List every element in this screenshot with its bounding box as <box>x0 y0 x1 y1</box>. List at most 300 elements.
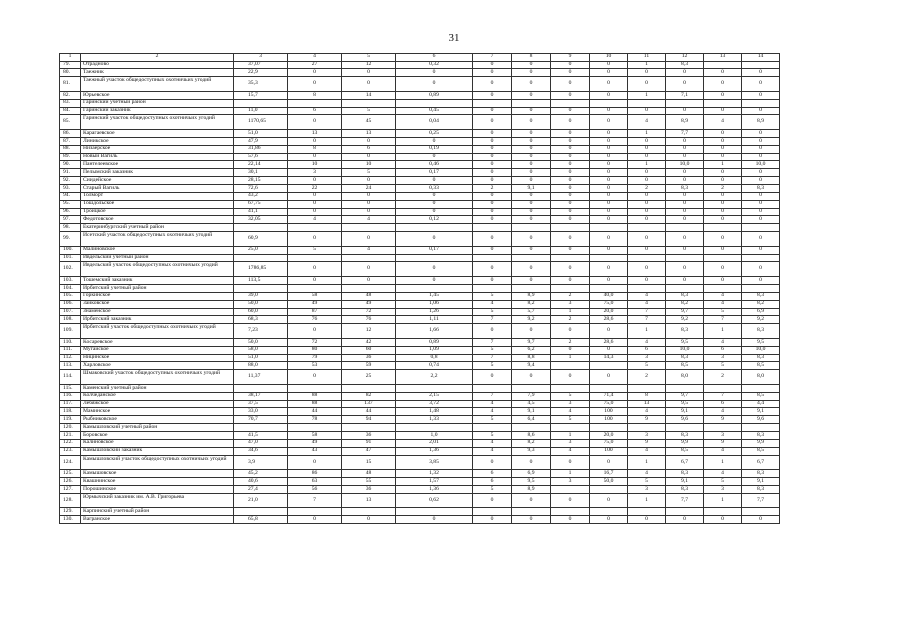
table-cell: 72,6 <box>234 185 288 193</box>
area-name: Ирбитский участок общедоступных охотничьих угодий <box>81 324 234 339</box>
table-cell: 0 <box>342 69 396 77</box>
table-cell: 1 <box>628 324 666 339</box>
table-cell: 100 <box>590 408 628 416</box>
table-cell: 53 <box>288 362 342 370</box>
table-cell: 0 <box>590 107 628 115</box>
table-cell: 0,04 <box>396 115 473 130</box>
area-name: Линикское <box>81 137 234 145</box>
table-cell <box>288 284 342 292</box>
table-cell: 11,0 <box>234 107 288 115</box>
table-cell: 4 <box>473 447 512 455</box>
table-cell <box>473 224 512 232</box>
table-cell: 2 <box>551 316 590 324</box>
table-cell: 60,9 <box>234 232 288 247</box>
table-row <box>60 324 780 339</box>
row-number: 121. <box>60 432 81 440</box>
table-cell: 0 <box>666 137 704 145</box>
table-cell: 40,6 <box>234 478 288 486</box>
table-cell: 32,05 <box>234 216 288 224</box>
table-cell: 10,0 <box>742 346 780 354</box>
table-cell: 3,85 <box>396 455 473 470</box>
table-cell: 21,0 <box>234 493 288 508</box>
table-row <box>60 161 780 169</box>
table-cell: 9,5 <box>666 338 704 346</box>
table-cell: 0 <box>704 130 742 138</box>
table-cell: 9,1 <box>512 185 551 193</box>
row-number: 128. <box>60 493 81 508</box>
table-cell: 0 <box>590 455 628 470</box>
table-cell: 12 <box>342 61 396 69</box>
table-cell: 55 <box>342 478 396 486</box>
table-cell <box>288 224 342 232</box>
table-cell: 0 <box>628 69 666 77</box>
table-cell <box>234 424 288 432</box>
table-cell <box>704 61 742 69</box>
table-cell: 9,9 <box>666 439 704 447</box>
table-cell: 6 <box>342 145 396 153</box>
table-cell: 67,75 <box>234 200 288 208</box>
area-name: Лебяжское <box>81 400 234 408</box>
table-cell: 0 <box>628 516 666 524</box>
table-cell: 0 <box>551 455 590 470</box>
area-name: Пелымский заказник <box>81 169 234 177</box>
table-row <box>60 208 780 216</box>
table-cell <box>590 508 628 516</box>
row-number: 129. <box>60 508 81 516</box>
table-cell: 0 <box>396 177 473 185</box>
table-row <box>60 130 780 138</box>
table-cell: 58,0 <box>234 346 288 354</box>
table-cell <box>742 61 780 69</box>
table-cell: 4 <box>628 292 666 300</box>
table-cell <box>551 485 590 493</box>
table-cell: 0 <box>551 262 590 277</box>
column-header: 9 <box>551 54 590 62</box>
table-cell: 0 <box>288 324 342 339</box>
area-name: Троицкое <box>81 208 234 216</box>
table-cell: 0 <box>288 208 342 216</box>
area-name: Новый Вагиль <box>81 153 234 161</box>
table-cell: 0 <box>342 192 396 200</box>
table-cell: 33,0 <box>234 408 288 416</box>
table-cell: 70,7 <box>234 416 288 424</box>
table-cell: 5 <box>473 432 512 440</box>
table-cell: 8,3 <box>742 185 780 193</box>
table-cell: 22 <box>288 185 342 193</box>
table-cell: 12 <box>342 324 396 339</box>
table-cell: 63 <box>288 478 342 486</box>
table-cell: 0 <box>742 137 780 145</box>
table-cell: 0 <box>512 61 551 69</box>
table-cell: 0,62 <box>396 493 473 508</box>
table-cell: 0 <box>342 177 396 185</box>
table-cell: 0 <box>704 216 742 224</box>
table-cell: 0 <box>396 262 473 277</box>
table-cell: 1 <box>704 161 742 169</box>
table-cell: 0 <box>512 107 551 115</box>
row-number: 114. <box>60 370 81 385</box>
table-cell: 9,1 <box>666 408 704 416</box>
table-cell: 0 <box>666 192 704 200</box>
table-cell: 6,7 <box>742 455 780 470</box>
table-cell: 9,1 <box>512 408 551 416</box>
column-header: 14 <box>742 54 780 62</box>
table-cell: 0,32 <box>396 61 473 69</box>
table-cell: 1 <box>551 470 590 478</box>
table-cell: 9,2 <box>666 316 704 324</box>
area-name: Федотовское <box>81 216 234 224</box>
table-cell: 15 <box>342 455 396 470</box>
table-cell: 0 <box>473 370 512 385</box>
table-cell: 82 <box>342 392 396 400</box>
table-cell: 0,17 <box>396 246 473 254</box>
table-row <box>60 300 780 308</box>
table-cell <box>628 424 666 432</box>
table-row <box>60 485 780 493</box>
table-row <box>60 292 780 300</box>
table-cell: 0 <box>512 246 551 254</box>
table-cell: 76 <box>288 316 342 324</box>
table-cell: 0 <box>512 262 551 277</box>
row-number: 98. <box>60 224 81 232</box>
table-cell: 7,1 <box>666 91 704 99</box>
table-cell: 0 <box>396 69 473 77</box>
table-cell: 0 <box>551 177 590 185</box>
table-cell: 0 <box>590 208 628 216</box>
table-cell: 0 <box>473 262 512 277</box>
table-cell: 0 <box>396 232 473 247</box>
table-cell: 6 <box>628 346 666 354</box>
table-row <box>60 91 780 99</box>
table-cell: 71,4 <box>590 392 628 400</box>
table-cell: 0 <box>590 262 628 277</box>
column-header: 3 <box>234 54 288 62</box>
row-number: 99. <box>60 232 81 247</box>
table-cell: 1,32 <box>396 470 473 478</box>
data-table <box>59 53 780 524</box>
table-cell <box>512 384 551 392</box>
table-cell: 9 <box>628 439 666 447</box>
table-cell: 1 <box>551 432 590 440</box>
table-row <box>60 232 780 247</box>
table-cell <box>473 508 512 516</box>
table-cell: 0 <box>396 153 473 161</box>
table-cell <box>628 384 666 392</box>
table-cell: 1,36 <box>396 447 473 455</box>
table-cell: 10,0 <box>666 161 704 169</box>
table-cell <box>551 362 590 370</box>
table-cell: 0 <box>551 516 590 524</box>
table-cell: 0 <box>473 516 512 524</box>
table-cell: 25,0 <box>234 246 288 254</box>
table-cell: 2 <box>628 185 666 193</box>
table-cell: 5 <box>473 308 512 316</box>
table-cell: 2,15 <box>396 392 473 400</box>
area-name: Ницинское <box>81 354 234 362</box>
table-cell <box>512 508 551 516</box>
table-cell: 0 <box>590 130 628 138</box>
table-cell: 8,3 <box>666 485 704 493</box>
table-cell: 0 <box>512 370 551 385</box>
table-cell <box>704 508 742 516</box>
table-cell: 28,6 <box>590 338 628 346</box>
table-cell: 7 <box>473 316 512 324</box>
table-cell <box>288 254 342 262</box>
area-name: Порошинское <box>81 485 234 493</box>
table-row <box>60 362 780 370</box>
table-cell: 0 <box>666 208 704 216</box>
table-cell <box>551 508 590 516</box>
table-cell: 0 <box>396 200 473 208</box>
table-cell: 3 <box>288 169 342 177</box>
table-cell: 0 <box>473 107 512 115</box>
table-cell: 100 <box>590 416 628 424</box>
table-cell: 80 <box>288 346 342 354</box>
table-cell: 91 <box>342 439 396 447</box>
table-cell: 0 <box>512 137 551 145</box>
table-cell: 8,6 <box>512 432 551 440</box>
table-row <box>60 384 780 392</box>
area-name: Толморт <box>81 192 234 200</box>
table-cell: 9,6 <box>742 416 780 424</box>
table-cell: 0 <box>742 232 780 247</box>
table-cell: 0 <box>704 246 742 254</box>
table-cell: 0 <box>473 455 512 470</box>
table-cell: 8,3 <box>742 485 780 493</box>
table-cell: 9,3 <box>512 447 551 455</box>
table-cell: 0 <box>288 516 342 524</box>
table-row <box>60 192 780 200</box>
row-number: 105. <box>60 292 81 300</box>
table-cell: 0 <box>590 153 628 161</box>
table-cell: 8,5 <box>666 447 704 455</box>
table-cell <box>342 284 396 292</box>
table-cell <box>666 254 704 262</box>
table-cell: 1 <box>551 354 590 362</box>
table-cell: 0 <box>551 232 590 247</box>
table-row <box>60 354 780 362</box>
row-number: 106. <box>60 300 81 308</box>
table-row <box>60 77 780 92</box>
table-cell <box>396 284 473 292</box>
table-cell: 0 <box>704 91 742 99</box>
table-cell: 0 <box>590 232 628 247</box>
table-cell <box>234 284 288 292</box>
table-cell: 0 <box>512 115 551 130</box>
table-cell: 0 <box>742 277 780 285</box>
table-cell <box>628 508 666 516</box>
table-cell: 36 <box>342 354 396 362</box>
table-cell <box>234 508 288 516</box>
table-cell: 13 <box>628 400 666 408</box>
table-cell: 75,0 <box>590 400 628 408</box>
table-cell: 14,3 <box>590 354 628 362</box>
area-name: Ивдельский участок общедоступных охотничьих угодий <box>81 262 234 277</box>
table-cell: 6 <box>704 346 742 354</box>
table-cell: 7 <box>473 338 512 346</box>
table-row <box>60 200 780 208</box>
table-row <box>60 177 780 185</box>
table-cell: 0 <box>551 130 590 138</box>
table-cell: 0 <box>473 145 512 153</box>
table-cell: 47,9 <box>234 137 288 145</box>
table-cell: 0 <box>704 177 742 185</box>
table-cell: 0,33 <box>396 185 473 193</box>
table-cell: 9,1 <box>742 478 780 486</box>
table-cell: 31,86 <box>234 145 288 153</box>
table-cell <box>742 224 780 232</box>
table-cell: 0 <box>628 277 666 285</box>
table-cell <box>234 99 288 107</box>
table-cell: 58 <box>288 432 342 440</box>
table-cell: 13 <box>342 493 396 508</box>
table-cell: 43 <box>288 447 342 455</box>
table-cell <box>742 284 780 292</box>
table-row <box>60 516 780 524</box>
table-cell: 8,2 <box>512 439 551 447</box>
table-cell: 79 <box>288 354 342 362</box>
table-cell: 0 <box>628 107 666 115</box>
table-cell: 0 <box>590 161 628 169</box>
table-cell: 1,45 <box>396 292 473 300</box>
table-cell: 0 <box>396 192 473 200</box>
table-cell: 0 <box>473 177 512 185</box>
area-name: Шмаковский участок общедоступных охотничьих угодий <box>81 370 234 385</box>
table-cell <box>234 384 288 392</box>
area-name: Таежный участок общедоступных охотничьих угодий <box>81 77 234 92</box>
table-cell: 0 <box>473 115 512 130</box>
table-cell: 7 <box>704 316 742 324</box>
table-cell: 8,0 <box>742 370 780 385</box>
table-cell: 8,3 <box>742 432 780 440</box>
table-row <box>60 137 780 145</box>
table-cell <box>704 424 742 432</box>
table-cell: 9,5 <box>512 478 551 486</box>
table-cell: 0 <box>666 145 704 153</box>
table-cell: 30,1 <box>234 169 288 177</box>
table-cell: 0 <box>704 77 742 92</box>
table-cell: 8,3 <box>666 292 704 300</box>
table-cell: 8,0 <box>666 370 704 385</box>
table-cell <box>512 254 551 262</box>
table-cell: 0 <box>590 137 628 145</box>
table-cell: 0 <box>288 370 342 385</box>
table-cell: 7,7 <box>666 493 704 508</box>
table-cell <box>590 424 628 432</box>
table-cell: 10 <box>342 161 396 169</box>
table-row <box>60 493 780 508</box>
table-cell: 47 <box>342 447 396 455</box>
column-header: 12 <box>666 54 704 62</box>
table-cell: 9,6 <box>666 416 704 424</box>
table-cell: 5 <box>473 362 512 370</box>
table-cell: 113,5 <box>234 277 288 285</box>
row-number: 124. <box>60 455 81 470</box>
table-cell <box>551 384 590 392</box>
table-cell: 137 <box>342 400 396 408</box>
table-cell <box>288 424 342 432</box>
area-name: Колчеданское <box>81 392 234 400</box>
table-cell: 3 <box>628 485 666 493</box>
table-cell: 0 <box>628 192 666 200</box>
table-cell: 0 <box>666 69 704 77</box>
table-cell: 28,6 <box>590 316 628 324</box>
table-cell: 1 <box>628 455 666 470</box>
table-cell: 0 <box>628 153 666 161</box>
table-cell: 2,2 <box>396 370 473 385</box>
table-row <box>60 470 780 478</box>
area-name: Пантелеевское <box>81 161 234 169</box>
table-cell: 0 <box>473 216 512 224</box>
table-cell: 0 <box>551 153 590 161</box>
area-name: Квашнинское <box>81 478 234 486</box>
table-cell: 44 <box>342 408 396 416</box>
table-cell <box>342 424 396 432</box>
table-cell: 0 <box>473 493 512 508</box>
table-cell: 0 <box>742 192 780 200</box>
row-number: 87. <box>60 137 81 145</box>
table-cell <box>396 224 473 232</box>
table-row <box>60 224 780 232</box>
table-cell: 0 <box>590 145 628 153</box>
table-cell: 10,0 <box>666 346 704 354</box>
row-number: 103. <box>60 277 81 285</box>
table-cell <box>666 284 704 292</box>
table-cell: 0 <box>628 77 666 92</box>
table-cell: 0 <box>288 200 342 208</box>
table-row <box>60 107 780 115</box>
table-cell: 22,9 <box>234 69 288 77</box>
table-cell: 0 <box>666 262 704 277</box>
table-cell: 0 <box>342 277 396 285</box>
table-cell: 5 <box>628 362 666 370</box>
table-cell: 4 <box>551 447 590 455</box>
table-cell: 0 <box>590 177 628 185</box>
table-cell <box>628 254 666 262</box>
table-cell: 0 <box>590 516 628 524</box>
table-cell: 0 <box>551 77 590 92</box>
table-cell: 9,2 <box>512 316 551 324</box>
table-cell: 0 <box>288 192 342 200</box>
table-cell: 4 <box>473 300 512 308</box>
header-row <box>60 54 780 62</box>
table-cell: 0 <box>704 153 742 161</box>
table-cell: 2,01 <box>396 439 473 447</box>
table-cell <box>704 254 742 262</box>
table-cell: 0 <box>628 177 666 185</box>
table-cell: 37,07 <box>234 61 288 69</box>
table-cell: 4 <box>704 115 742 130</box>
area-name: Горкинское <box>81 292 234 300</box>
table-row <box>60 392 780 400</box>
table-cell: 8,5 <box>666 362 704 370</box>
table-cell <box>342 384 396 392</box>
table-row <box>60 308 780 316</box>
table-cell: 0 <box>704 137 742 145</box>
table-cell: 0 <box>551 137 590 145</box>
table-row <box>60 99 780 107</box>
row-number: 90. <box>60 161 81 169</box>
table-row <box>60 439 780 447</box>
table-cell: 48 <box>342 470 396 478</box>
area-name: Мугайское <box>81 346 234 354</box>
table-cell: 8,2 <box>512 300 551 308</box>
table-cell: 0 <box>551 246 590 254</box>
table-cell: 27,4 <box>234 485 288 493</box>
table-cell: 0 <box>288 137 342 145</box>
table-cell: 1170,65 <box>234 115 288 130</box>
table-cell: 0 <box>590 346 628 354</box>
